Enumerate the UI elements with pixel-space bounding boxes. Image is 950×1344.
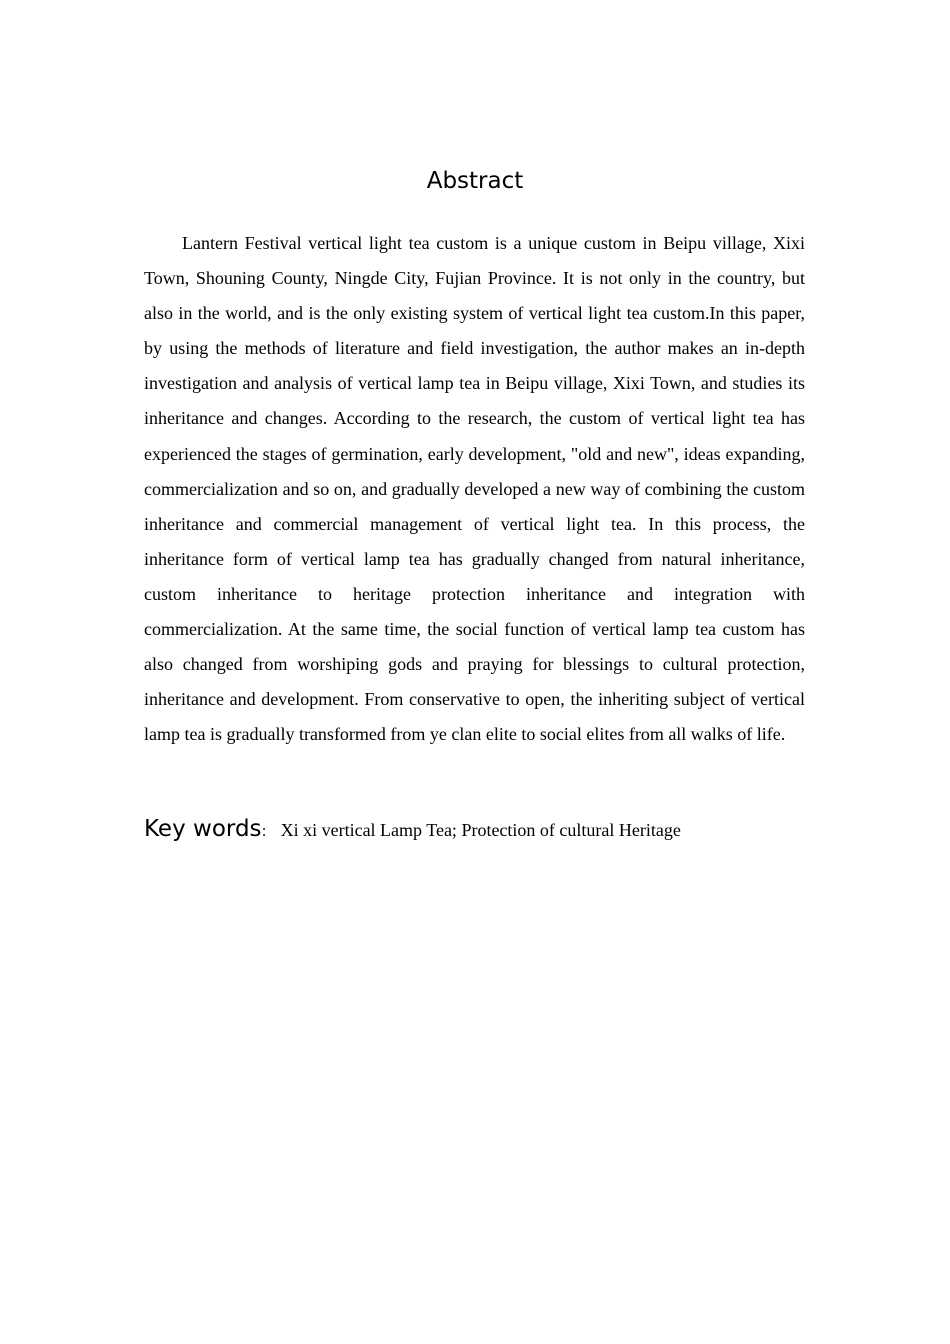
- abstract-body: Lantern Festival vertical light tea custom is a unique custom in Beipu village, Xixi Town, Shouning County, Ningde City, Fujian Province. It is not only in the country, but also in the world, and is the only existing system of vertical light tea custom.In this paper, by using the methods of literature and field investigation, the author makes an in-depth investigation and analysis of vertical lamp tea in Beipu village, Xixi Town, and studies its inheritance and changes. According to the research, the custom of vertical light tea has experienced the stages of germination, early development, "old and new", ideas expanding, commercialization and so on, and gradually developed a new way of combining the custom inheritance and commercial management of vertical light tea. In this process, the inheritance form of vertical lamp tea has gradually changed from natural inheritance, custom inheritance to heritage protection inheritance and integration with commercialization. At the same time, the social function of vertical lamp tea custom has also changed from worshiping gods and praying for blessings to cultural protection, inheritance and development. From conservative to open, the inheriting subject of vertical lamp tea is gradually transformed from ye clan elite to social elites from all walks of life.: [144, 233, 805, 745]
- keywords-line: [144, 816, 805, 842]
- keywords-label: Key words: [144, 816, 262, 842]
- abstract-title: Abstract: [426, 168, 524, 194]
- keywords-colon: :: [261, 822, 267, 840]
- keywords-text: Xi xi vertical Lamp Tea; Protection of cultural Heritage: [280, 820, 681, 840]
